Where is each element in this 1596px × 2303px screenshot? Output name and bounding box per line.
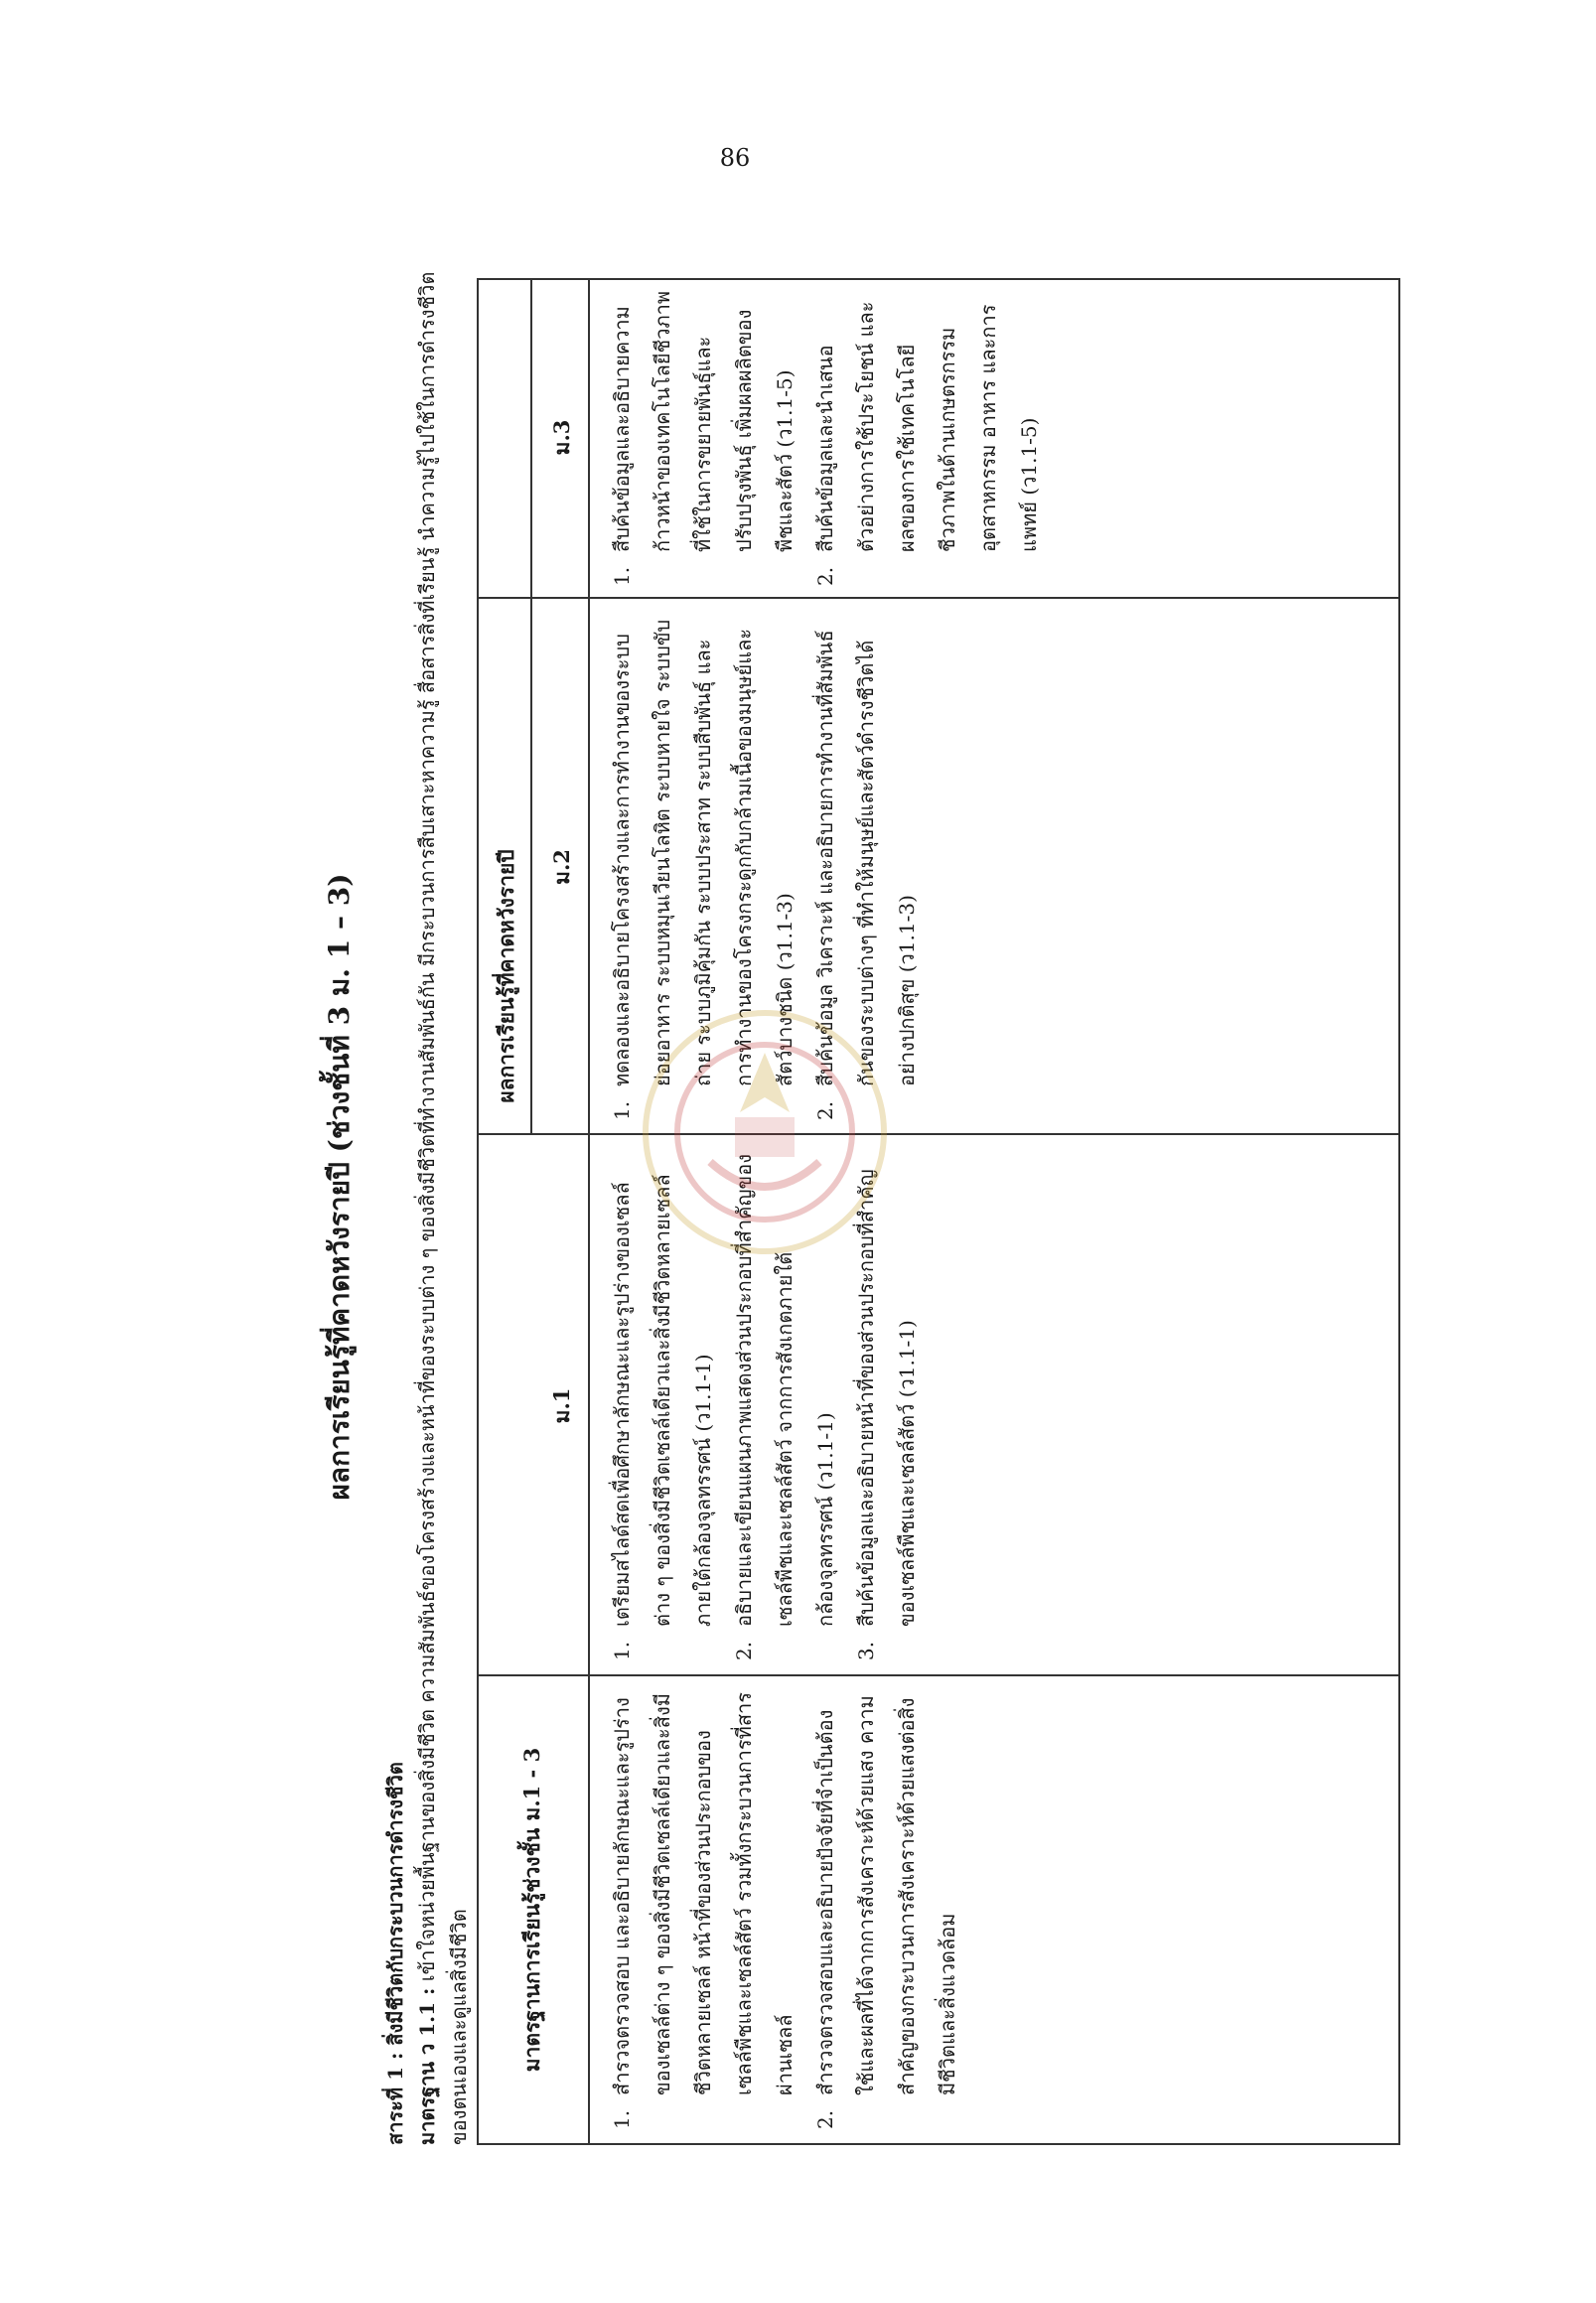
table-divider: [588, 280, 590, 2143]
col-header-m2: ม.2: [549, 849, 574, 885]
standard-label: มาตรฐาน ว 1.1 :: [415, 1987, 439, 2145]
col-header-m3: ม.3: [549, 419, 574, 456]
page-number: 86: [719, 144, 751, 172]
list-item: 2. สำรวจตรวจสอบและอธิบายปัจจัยที่จำเป็นต้องใช้และผลที่ได้จากการสังเคราะห์ด้วยแสง ความสำคัญของกระบวนการสังเคราะห์ด้วยแสงต่อสิ่งมีชีวิตและสิ่งแวดล้อม: [813, 1695, 959, 2129]
list-item: 1. ทดลองและอธิบายโครงสร้างและการทำงานของระบบย่อยอาหาร ระบบหมุนเวียนโลหิต ระบบหายใจ ระบบขับถ่าย ระบบภูมิคุ้มกัน ระบบประสาท ระบบสืบพันธุ์ และการทำงานของโครงกระดูกกับกล้ามเนื้อของมนุษย์และสัตว์บางชนิด (ว1.1-3): [610, 619, 797, 1120]
table-divider: [479, 1674, 1398, 1676]
list-item: 1. สืบค้นข้อมูลและอธิบายความก้าวหน้าของเทคโนโลยีชีวภาพที่ใช้ในการขยายพันธุ์และปรับปรุงพันธุ์ เพิ่มผลผลิตของพืชและสัตว์ (ว1.1-5): [610, 290, 797, 586]
list-item: 1. เตรียมสไลด์สดเพื่อศึกษาลักษณะและรูปร่างของเซลล์ต่าง ๆ ของสิ่งมีชีวิตเซลล์เดียวและสิ่งมีชีวิตหลายเซลล์ภายใต้กล้องจุลทรรศน์ (ว1.1-1): [610, 1174, 715, 1660]
list-item: 2. สืบค้นข้อมูล วิเคราะห์ และอธิบายการทำงานที่สัมพันธ์กันของระบบต่างๆ ที่ทำให้มนุษย์และสัตว์ดำรงชีวิตได้อย่างปกติสุข (ว1.1-3): [813, 630, 919, 1120]
list-item: 2. สืบค้นข้อมูลและนำเสนอตัวอย่างการใช้ประโยชน์ และผลของการใช้เทคโนโลยีชีวภาพในด้านเกษตรกรรม อุตสาหกรรม อาหาร และการแพทย์ (ว1.1-5): [813, 301, 1041, 586]
m3-cell: [602, 288, 1050, 586]
list-item: 3. สืบค้นข้อมูลและอธิบายหน้าที่ของส่วนประกอบที่สำคัญของเซลล์พืชและเซลล์สัตว์ (ว1.1-1): [854, 1169, 919, 1660]
standard-paragraph: [411, 258, 475, 2145]
standard-cell: [602, 1692, 968, 2129]
emblem-watermark-icon: [616, 983, 914, 1281]
col-header-m1: ม.1: [549, 1387, 574, 1424]
list-item: 1. สำรวจตรวจสอบ และอธิบายลักษณะและรูปร่างของเซลล์ต่าง ๆ ของสิ่งมีชีวิตเซลล์เดียวและสิ่งมีชีวิตหลายเซลล์ หน้าที่ของส่วนประกอบของเซลล์พืชและเซลล์สัตว์ รวมทั้งกระบวนการที่สารผ่านเซลล์: [610, 1691, 797, 2129]
group-header-outcomes: ผลการเรียนรู้ที่คาดหวังรายปี: [494, 849, 518, 1103]
standard-text: เข้าใจหน่วยพื้นฐานของสิ่งมีชีวิต ความสัมพันธ์ของโครงสร้างและหน้าที่ของระบบต่าง ๆ ของสิ่งมีชีวิตที่ทำงานสัมพันธ์กัน มีกระบวนการสืบเสาะหาความรู้ สื่อสารสิ่งที่เรียนรู้ นำความรู้ไปใช้ในการดำรงชีวิตของตนเองและดูแลสิ่งมีชีวิต: [415, 271, 471, 2145]
table-divider: [479, 597, 1398, 599]
strand-heading: สาระที่ 1 : สิ่งมีชีวิตกับกระบวนการดำรงชีวิต: [383, 1762, 407, 2145]
table-divider: [530, 280, 532, 1135]
document-title: ผลการเรียนรู้ที่คาดหวังรายปี (ช่วงชั้นที่ 3 ม. 1 – 3): [323, 873, 356, 1501]
col-header-standard: มาตรฐานการเรียนรู้ช่วงชั้น ม.1 - 3: [519, 1747, 544, 2073]
list-item: 2. อธิบายและเขียนแผนภาพแสดงส่วนประกอบที่สำคัญของเซลล์พืชและเซลล์สัตว์ จากการสังเกตภายใต้กล้องจุลทรรศน์ (ว1.1-1): [732, 1154, 837, 1660]
